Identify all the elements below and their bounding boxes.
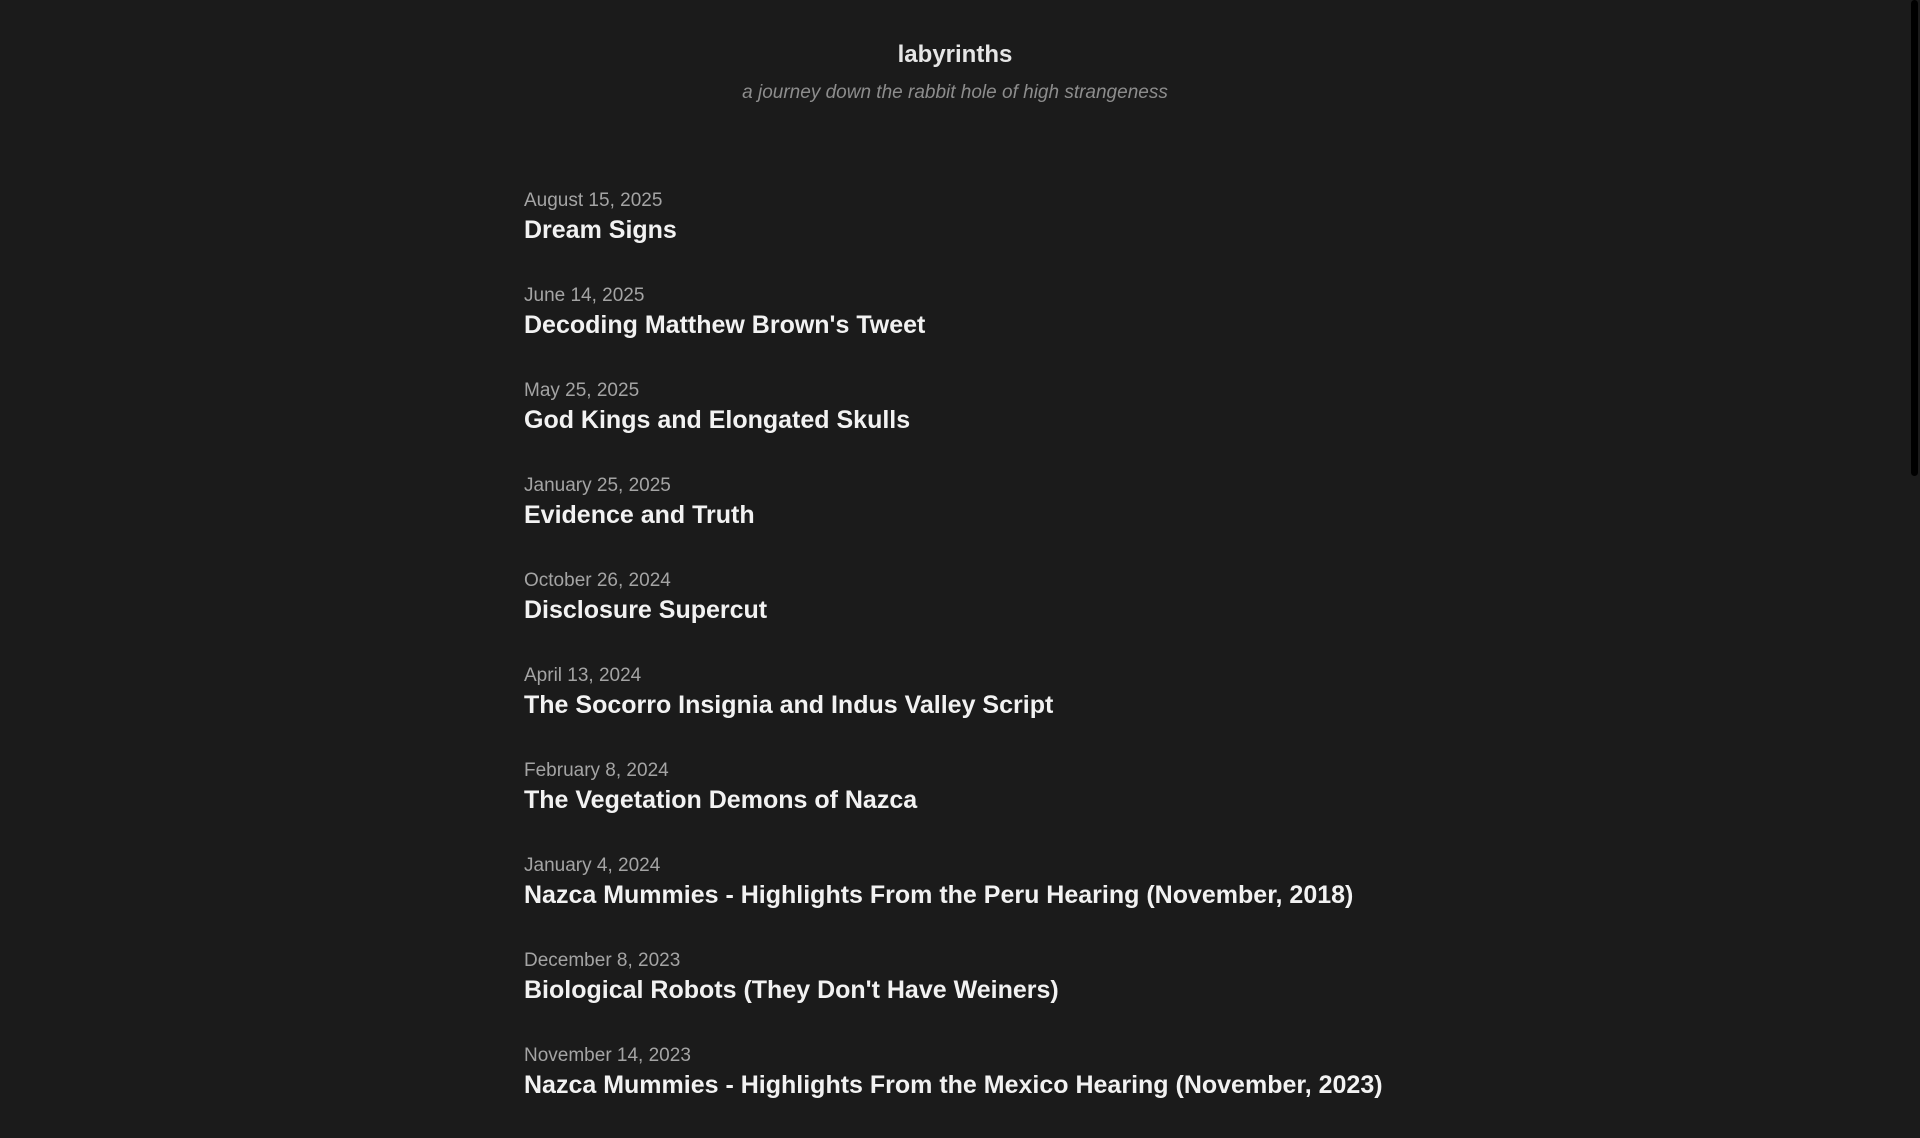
post-item	[524, 948, 1504, 1043]
post-item	[524, 1043, 1504, 1138]
vertical-scrollbar[interactable]	[1909, 0, 1920, 1080]
post-date: June 14, 2025	[524, 285, 645, 306]
post-date: February 8, 2024	[524, 760, 669, 781]
post-item	[524, 568, 1504, 663]
post-title-link[interactable]: Decoding Matthew Brown's Tweet	[524, 311, 926, 339]
post-date: May 25, 2025	[524, 380, 640, 401]
post-title-link[interactable]: Nazca Mummies - Highlights From the Peru Hearing (November, 2018)	[524, 881, 1354, 909]
post-date: December 8, 2023	[524, 950, 681, 971]
post-item	[524, 853, 1504, 948]
post-date: October 26, 2024	[524, 570, 671, 591]
post-date: April 13, 2024	[524, 665, 642, 686]
post-title-link[interactable]: The Vegetation Demons of Nazca	[524, 786, 918, 814]
post-date: January 25, 2025	[524, 475, 671, 496]
scrollbar-thumb[interactable]	[1911, 0, 1918, 476]
post-item	[524, 758, 1504, 853]
post-title-link[interactable]: The Socorro Insignia and Indus Valley Script	[524, 691, 1054, 719]
post-date: November 14, 2023	[524, 1045, 691, 1066]
post-title-link[interactable]: Dream Signs	[524, 216, 677, 244]
post-item	[524, 188, 1504, 283]
post-title-link[interactable]: Evidence and Truth	[524, 501, 755, 529]
site-tagline: a journey down the rabbit hole of high strangeness	[742, 82, 1168, 103]
post-title-link[interactable]: Nazca Mummies - Highlights From the Mexico Hearing (November, 2023)	[524, 1071, 1383, 1099]
post-title-link[interactable]: Disclosure Supercut	[524, 596, 768, 624]
site-title-link[interactable]: labyrinths	[897, 41, 1013, 68]
post-item	[524, 283, 1504, 378]
post-item	[524, 473, 1504, 568]
post-item	[524, 663, 1504, 758]
post-title-link[interactable]: Biological Robots (They Don't Have Weiners)	[524, 976, 1059, 1004]
post-list	[524, 188, 1504, 1138]
post-date: August 15, 2025	[524, 190, 663, 211]
post-title-link[interactable]: God Kings and Elongated Skulls	[524, 406, 911, 434]
post-item	[524, 378, 1504, 473]
post-date: January 4, 2024	[524, 855, 661, 876]
